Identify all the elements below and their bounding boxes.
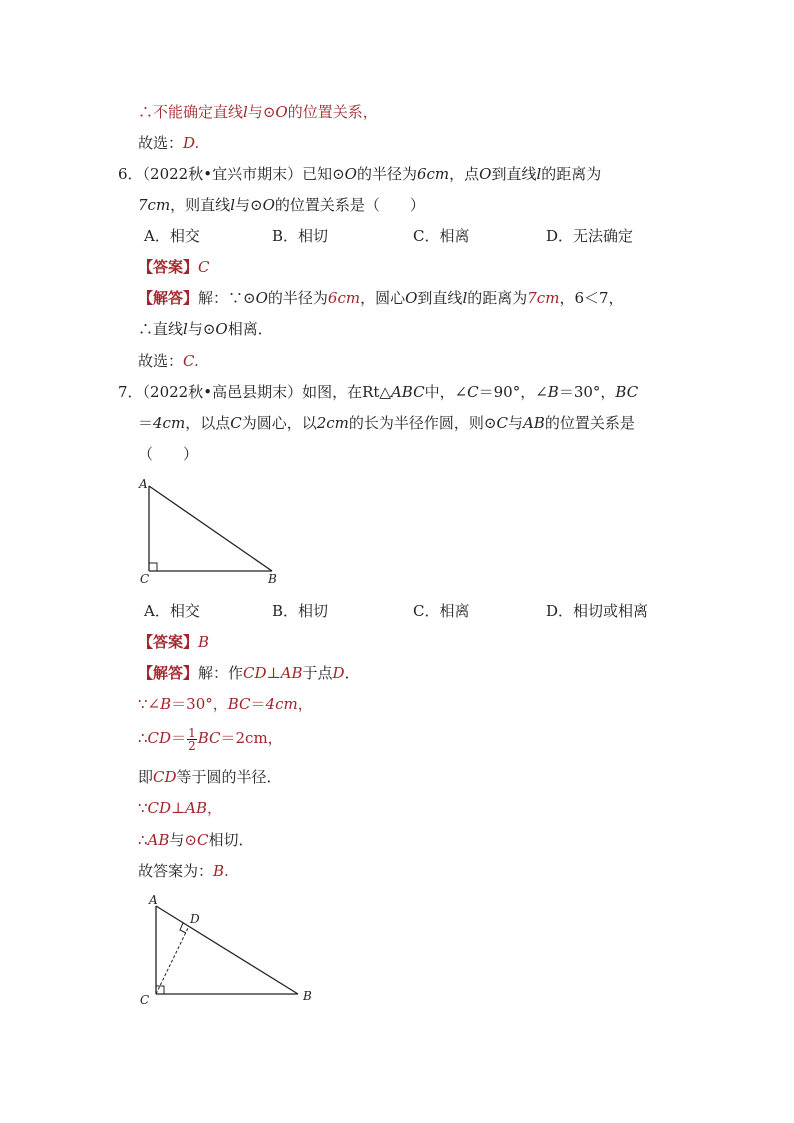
text: ，以点 — [185, 414, 231, 432]
q7-option-d[interactable]: D．相切或相离 — [546, 602, 649, 620]
q7-final — [138, 861, 229, 881]
text: ，则直线 — [170, 196, 231, 214]
q6-option-b[interactable]: B．相切 — [272, 227, 329, 245]
segment-cd: CD — [243, 664, 267, 682]
text: ， — [297, 695, 313, 713]
text: 的半径为 — [267, 289, 328, 307]
solution-tag: 【解答】 — [138, 664, 199, 682]
q7-option-a[interactable]: A．相交 — [144, 602, 200, 620]
text: Rt△ — [362, 383, 391, 401]
choose-value: C. — [183, 352, 199, 370]
circle-c: ⊙C — [184, 831, 209, 849]
segment-ab: AB — [147, 831, 170, 849]
text: 中，∠ — [424, 383, 468, 401]
text: ， — [207, 799, 223, 817]
text: 解：∵ — [198, 289, 244, 307]
side-ab — [156, 906, 298, 994]
answer-value: B — [198, 633, 210, 651]
text-yu: 与 — [247, 103, 263, 121]
denominator: 2 — [188, 738, 196, 753]
var-c: C — [230, 414, 242, 432]
segment-ab: AB — [185, 799, 208, 817]
var-o: O — [405, 289, 418, 307]
q7-solution-1 — [138, 663, 360, 683]
var-d: D — [332, 664, 345, 682]
circle-o: ⊙O — [332, 165, 357, 183]
text: ，点 — [449, 165, 480, 183]
var-l: l — [183, 320, 188, 338]
length-value: 4cm — [265, 695, 298, 713]
solution-tag: 【解答】 — [138, 289, 199, 307]
segment-bc: BC — [227, 695, 251, 713]
fraction-half — [187, 727, 197, 752]
var-b: B — [160, 695, 172, 713]
q7-solution-3 — [138, 722, 283, 754]
text: ∵∠ — [138, 695, 161, 713]
text: 解：作 — [198, 664, 244, 682]
q7-source: （2022秋•高邑县期末）如图，在 — [142, 383, 363, 401]
text: ∴直线 — [138, 320, 184, 338]
q7-option-c[interactable]: C．相离 — [413, 602, 470, 620]
text: 与 — [187, 320, 203, 338]
text: ＝ — [138, 414, 154, 432]
var-o: O — [479, 165, 492, 183]
final-value: B. — [213, 862, 229, 880]
text: 的位置关系是（ ） — [274, 196, 425, 214]
q6-option-d[interactable]: D．无法确定 — [546, 227, 634, 245]
q7-solution-5 — [138, 798, 222, 818]
var-l: l — [462, 289, 468, 307]
q6-line2 — [138, 195, 425, 215]
q6-number: 6． — [118, 165, 143, 183]
q6-option-a[interactable]: A．相交 — [144, 227, 200, 245]
prev-conclusion-tail: 的位置关系， — [287, 103, 378, 121]
radius-value: 6cm — [327, 289, 361, 307]
q7-line2 — [138, 413, 635, 433]
text: 与 — [507, 414, 523, 432]
q6-line1 — [118, 164, 601, 184]
text: ＝ — [250, 695, 266, 713]
text: ＝2cm， — [220, 729, 283, 747]
text: 等于圆的半径． — [176, 768, 282, 786]
distance-value: 7cm — [527, 289, 560, 307]
var-b: B — [547, 383, 559, 401]
q6-option-c[interactable]: C．相离 — [413, 227, 470, 245]
circle-o: ⊙O — [262, 103, 288, 121]
q7-answer — [138, 632, 209, 652]
right-angle-mark-c — [156, 986, 164, 994]
segment-ab: AB — [522, 414, 545, 432]
side-ab — [149, 486, 272, 571]
text: 于点 — [302, 664, 333, 682]
text: 的距离为 — [467, 289, 528, 307]
label-c: C — [140, 572, 150, 586]
q6-solution — [138, 288, 624, 308]
text: 即 — [138, 768, 154, 786]
right-angle-mark — [149, 563, 157, 571]
segment-cd: CD — [147, 729, 172, 747]
text: 相离． — [227, 320, 273, 338]
text: ∴ — [138, 831, 148, 849]
q7-solution-2 — [138, 694, 313, 714]
q7-number: 7． — [118, 383, 143, 401]
perp-symbol: ⊥ — [171, 799, 186, 817]
text: ＝90°，∠ — [478, 383, 548, 401]
q7-line3: （ ） — [138, 445, 199, 463]
text: ∴ — [138, 729, 148, 747]
final-label: 故答案为： — [138, 862, 214, 880]
text: 与 — [235, 196, 251, 214]
circle-o: ⊙O — [202, 320, 228, 338]
label-b: B — [268, 572, 277, 586]
radius-value: 2cm — [316, 414, 349, 432]
q6-conclusion — [138, 319, 273, 339]
choose-label: 故选： — [138, 134, 184, 152]
q7-option-b[interactable]: B．相切 — [272, 602, 329, 620]
var-l: l — [230, 196, 235, 214]
text: 到直线 — [491, 165, 537, 183]
label-b: B — [303, 989, 312, 1003]
text: ． — [344, 664, 360, 682]
segment-cd: CD — [153, 768, 177, 786]
altitude-cd — [156, 926, 189, 994]
circle-o: ⊙O — [250, 196, 275, 214]
var-l: l — [536, 165, 542, 183]
text: ∵ — [138, 799, 148, 817]
prev-choice — [138, 133, 199, 153]
segment-ab: AB — [280, 664, 303, 682]
answer-value: C — [198, 258, 210, 276]
q7-solution-4 — [138, 767, 282, 787]
segment-cd: CD — [147, 799, 172, 817]
answer-tag: 【答案】 — [138, 258, 199, 276]
text: 的长为半径作圆，则 — [348, 414, 484, 432]
answer-tag: 【答案】 — [138, 633, 199, 651]
triangle-abc: ABC — [390, 383, 425, 401]
circle-o: ⊙O — [243, 289, 268, 307]
distance-value: 7cm — [138, 196, 171, 214]
segment-bc: BC — [615, 383, 639, 401]
q6-choice — [138, 351, 199, 371]
text: 相切． — [208, 831, 254, 849]
text: ＝ — [171, 729, 187, 747]
text: 为圆心，以 — [241, 414, 317, 432]
text: 到直线 — [417, 289, 463, 307]
segment-bc: BC — [197, 729, 221, 747]
var-c: C — [467, 383, 479, 401]
text: ＝30°， — [558, 383, 616, 401]
q6-answer — [138, 257, 210, 277]
q6-source: （2022秋•宜兴市期末）已知 — [142, 165, 333, 183]
text: 的位置关系是 — [544, 414, 635, 432]
text: 与 — [169, 831, 185, 849]
length-value: 4cm — [153, 414, 186, 432]
prev-conclusion-text: ∴不能确定直线 — [138, 103, 244, 121]
text: 的半径为 — [356, 165, 417, 183]
q7-figure-triangle — [130, 472, 290, 590]
label-c: C — [140, 993, 150, 1007]
text: ＝30°， — [171, 695, 228, 713]
prev-conclusion — [138, 102, 378, 122]
text: 的距离为 — [541, 165, 602, 183]
label-d: D — [190, 912, 200, 926]
text: ，圆心 — [360, 289, 406, 307]
label-a: A — [149, 893, 158, 907]
q7-solution-6 — [138, 830, 253, 850]
var-l: l — [243, 103, 248, 121]
text: ，6＜7， — [559, 289, 624, 307]
choose-label: 故选： — [138, 352, 184, 370]
perp-symbol: ⊥ — [266, 664, 281, 682]
q7-solution-figure — [136, 890, 326, 1010]
radius-value: 6cm — [416, 165, 450, 183]
choose-value: D. — [183, 134, 200, 152]
numerator: 1 — [188, 725, 196, 740]
circle-c: ⊙C — [483, 414, 508, 432]
label-a: A — [139, 477, 148, 491]
q7-line1 — [118, 382, 638, 402]
